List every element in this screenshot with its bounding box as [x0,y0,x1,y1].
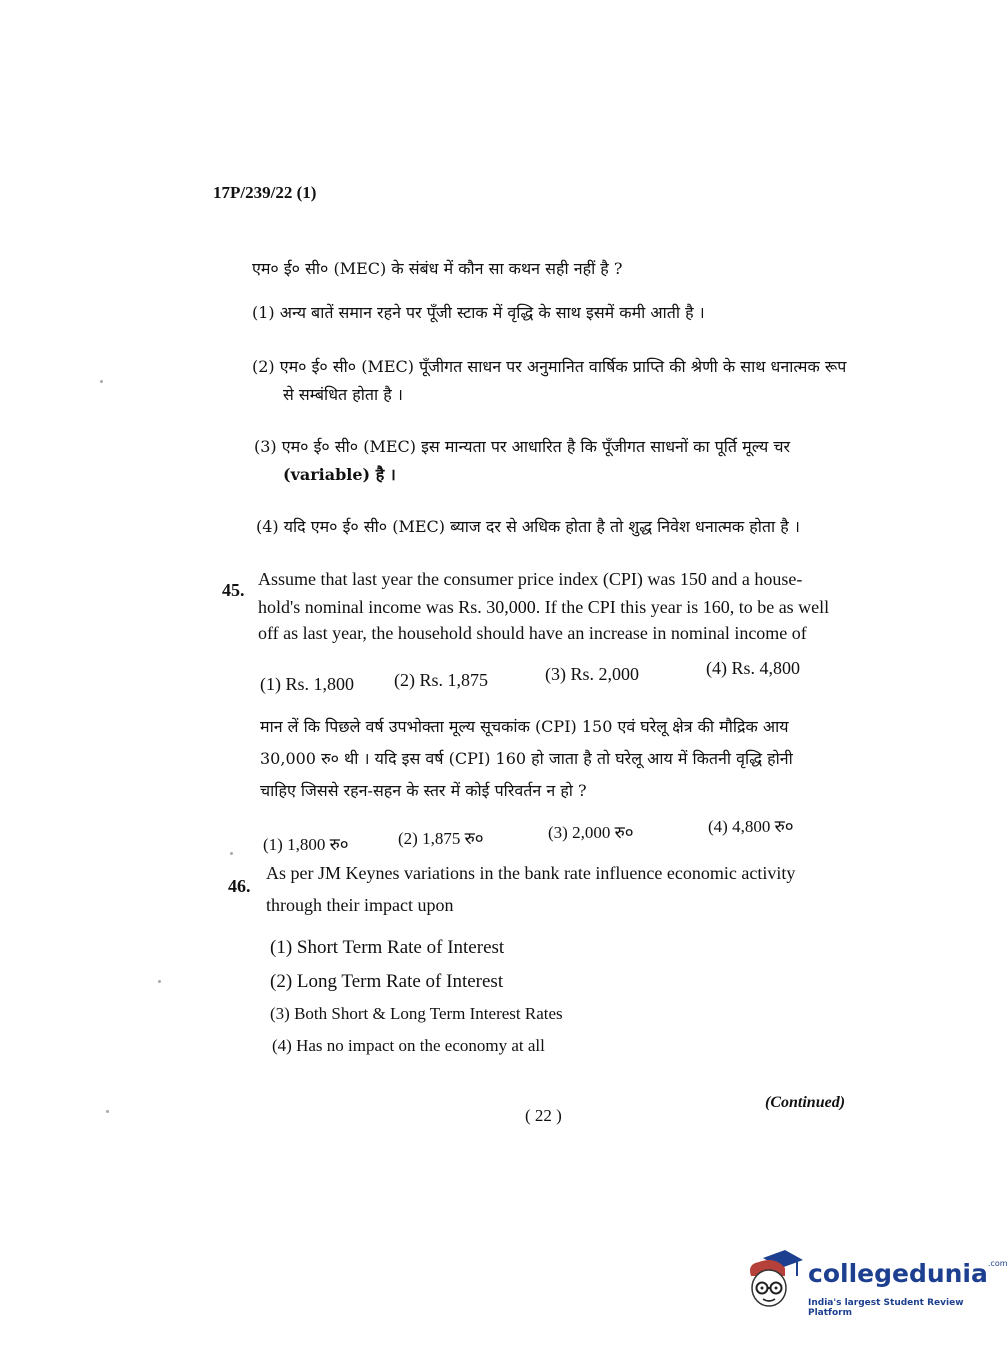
scan-speck [158,980,161,983]
q46-option-1: (1) Short Term Rate of Interest [270,937,505,958]
q45-number: 45. [222,580,245,600]
q45-option-4: (4) Rs. 4,800 [706,658,800,678]
q44-hindi-question: एम० ई० सी० (MEC) के संबंध में कौन सा कथन सही नहीं है ? [252,259,623,278]
q45-hindi-line-1: मान लें कि पिछले वर्ष उपभोक्ता मूल्य सूचकांक (CPI) 150 एवं घरेलू क्षेत्र की मौद्रिक आय [260,717,789,736]
logo-name: collegedunia [808,1259,988,1288]
continued-label: (Continued) [765,1094,846,1111]
q44-hindi-option-1: (1) अन्य बातें समान रहने पर पूँजी स्टाक में वृद्धि के साथ इसमें कमी आती है । [252,303,705,322]
q45-option-1: (1) Rs. 1,800 [260,674,354,694]
q46-option-3: (3) Both Short & Long Term Interest Rates [270,1004,563,1023]
q45-hindi-option-1: (1) 1,800 रु० [263,835,349,854]
q46-line-2: through their impact upon [266,895,454,915]
q45-hindi-line-3: चाहिए जिससे रहन-सहन के स्तर में कोई परिवर्तन न हो ? [260,781,587,800]
q45-hindi-line-2: 30,000 रु० थी । यदि इस वर्ष (CPI) 160 हो जाता है तो घरेलू आय में कितनी वृद्धि होनी [260,749,793,768]
q46-number: 46. [228,876,251,896]
logo-suffix: .com [987,1259,1008,1268]
q45-line-3: off as last year, the household should have an increase in nominal income of [258,623,807,643]
q44-hindi-option-2-cont: से सम्बंधित होता है । [283,385,403,404]
q46-line-1: As per JM Keynes variations in the bank rate influence economic activity [266,863,796,883]
q46-option-2: (2) Long Term Rate of Interest [270,971,504,992]
student-mascot-icon [745,1250,805,1312]
q45-line-1: Assume that last year the consumer price index (CPI) was 150 and a house- [258,569,803,589]
q45-hindi-option-4: (4) 4,800 रु० [708,817,794,836]
q45-hindi-option-3: (3) 2,000 रु० [548,823,634,842]
q44-hindi-option-3-cont: (variable) है । [283,465,396,484]
paper-code: 17P/239/22 (1) [213,183,317,202]
q44-hindi-option-3: (3) एम० ई० सी० (MEC) इस मान्यता पर आधारित है कि पूँजीगत साधनों का पूर्ति मूल्य चर [254,437,791,456]
scan-speck [106,1110,109,1113]
scan-speck [100,380,103,383]
q45-option-3: (3) Rs. 2,000 [545,664,639,684]
logo-wordmark [808,1259,1008,1288]
q44-hindi-option-2: (2) एम० ई० सी० (MEC) पूँजीगत साधन पर अनुमानित वार्षिक प्राप्ति की श्रेणी के साथ धनात्मक रूप [252,357,847,376]
q45-line-2: hold's nominal income was Rs. 30,000. If the CPI this year is 160, to be as well [258,597,830,617]
q45-hindi-option-2: (2) 1,875 रु० [398,829,484,848]
q45-option-2: (2) Rs. 1,875 [394,670,488,690]
scan-speck [230,852,233,855]
q46-option-4: (4) Has no impact on the economy at all [272,1036,545,1055]
page-number: ( 22 ) [525,1106,562,1125]
q44-hindi-option-4: (4) यदि एम० ई० सी० (MEC) ब्याज दर से अधिक होता है तो शुद्ध निवेश धनात्मक होता है । [256,517,800,536]
logo-tagline: India's largest Student Review Platform [808,1298,964,1318]
